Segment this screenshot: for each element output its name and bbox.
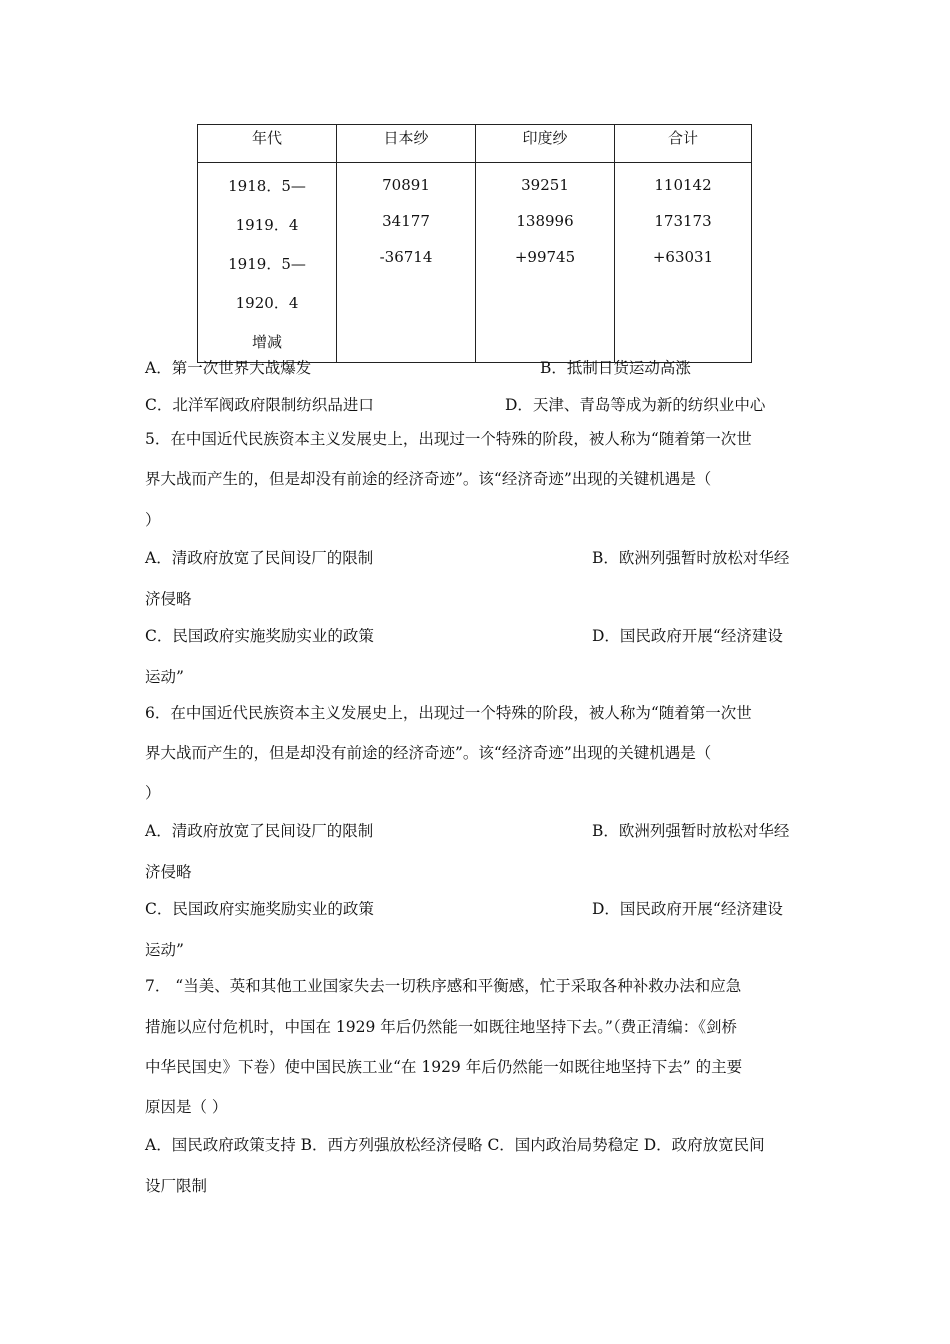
q5-option-d: D．国民政府开展“经济建设 bbox=[592, 627, 783, 645]
india-value: +99745 bbox=[514, 248, 576, 266]
q5-option-a: A．清政府放宽了民间设厂的限制 bbox=[145, 549, 374, 567]
q6-option-c: C．民国政府实施奖励实业的政策 bbox=[145, 900, 374, 918]
q6-stem-line2: 界大战而产生的，但是却没有前途的经济奇迹”。该“经济奇迹”出现的关键机遇是（ bbox=[145, 744, 712, 762]
q6-stem-line3: ） bbox=[145, 784, 161, 802]
q4-option-a: A．第一次世界大战爆发 bbox=[145, 359, 312, 377]
total-value: +63031 bbox=[652, 248, 714, 266]
japan-value: 70891 bbox=[382, 176, 430, 194]
period-label: 1919．5— bbox=[228, 255, 306, 273]
q6-option-d-cont: 运动” bbox=[145, 941, 184, 959]
q5-option-b-cont: 济侵略 bbox=[145, 590, 192, 608]
q5-option-c: C．民国政府实施奖励实业的政策 bbox=[145, 627, 374, 645]
q7-stem-line3: 中华民国史》下卷）使中国民族工业“在 1929 年后仍然能一如既往地坚持下去” 的主要 bbox=[145, 1058, 743, 1076]
q7-stem-line4: 原因是（ ） bbox=[145, 1098, 228, 1116]
header-japan: 日本纱 bbox=[337, 125, 476, 163]
table-header-row bbox=[198, 125, 752, 163]
period-label: 1920．4 bbox=[235, 294, 299, 312]
q5-option-b: B．欧洲列强暂时放松对华经 bbox=[592, 549, 790, 567]
q7-options-cont: 设厂限制 bbox=[145, 1177, 208, 1195]
table-row bbox=[198, 163, 752, 363]
india-value: 138996 bbox=[516, 212, 574, 230]
q5-stem-line2: 界大战而产生的，但是却没有前途的经济奇迹”。该“经济奇迹”出现的关键机遇是（ bbox=[145, 470, 712, 488]
cotton-yarn-table bbox=[197, 124, 752, 363]
india-cell bbox=[476, 163, 615, 363]
total-value: 173173 bbox=[654, 212, 712, 230]
q6-option-b-cont: 济侵略 bbox=[145, 863, 192, 881]
q5-stem-line1: 5．在中国近代民族资本主义发展史上，出现过一个特殊的阶段，被人称为“随着第一次世 bbox=[145, 430, 752, 448]
header-india: 印度纱 bbox=[476, 125, 615, 163]
q6-stem-line1: 6．在中国近代民族资本主义发展史上，出现过一个特殊的阶段，被人称为“随着第一次世 bbox=[145, 704, 752, 722]
header-period: 年代 bbox=[198, 125, 337, 163]
header-total: 合计 bbox=[615, 125, 752, 163]
japan-value: 34177 bbox=[382, 212, 430, 230]
period-label: 1919．4 bbox=[235, 216, 299, 234]
q7-options: A．国民政府政策支持 B．西方列强放松经济侵略 C．国内政治局势稳定 D．政府放宽民间 bbox=[145, 1136, 765, 1154]
total-value: 110142 bbox=[654, 176, 712, 194]
q5-option-d-cont: 运动” bbox=[145, 668, 184, 686]
q4-option-b: B．抵制日货运动高涨 bbox=[540, 359, 691, 377]
period-cell bbox=[198, 163, 337, 363]
q7-stem-line2: 措施以应付危机时，中国在 1929 年后仍然能一如既往地坚持下去。”（费正清编：《剑桥 bbox=[145, 1018, 737, 1036]
q4-option-c: C．北洋军阀政府限制纺织品进口 bbox=[145, 396, 374, 414]
q6-option-b: B．欧洲列强暂时放松对华经 bbox=[592, 822, 790, 840]
india-value: 39251 bbox=[521, 176, 569, 194]
period-label: 1918．5— bbox=[228, 177, 306, 195]
japan-value: -36714 bbox=[379, 248, 433, 266]
q6-option-a: A．清政府放宽了民间设厂的限制 bbox=[145, 822, 374, 840]
q5-stem-line3: ） bbox=[145, 511, 161, 529]
japan-cell bbox=[337, 163, 476, 363]
q4-option-d: D．天津、青岛等成为新的纺织业中心 bbox=[505, 396, 766, 414]
q7-stem-line1: 7． “当美、英和其他工业国家失去一切秩序感和平衡感，忙于采取各种补救办法和应急 bbox=[145, 977, 742, 995]
q6-option-d: D．国民政府开展“经济建设 bbox=[592, 900, 783, 918]
period-label: 增减 bbox=[251, 333, 282, 351]
total-cell bbox=[615, 163, 752, 363]
